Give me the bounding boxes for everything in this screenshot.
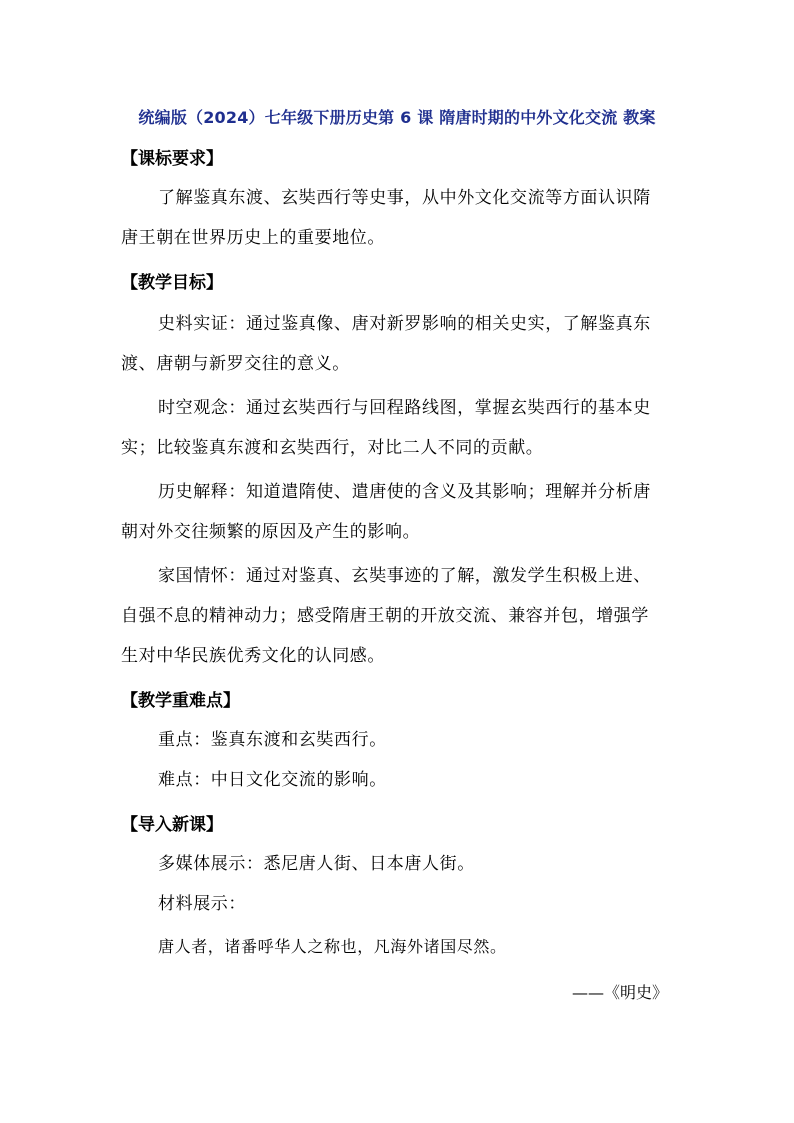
text-line: 史料实证：通过鉴真像、唐对新罗影响的相关史实，了解鉴真东: [158, 314, 651, 334]
text-line: 唐王朝在世界历史上的重要地位。: [121, 228, 385, 248]
text-line: 历史解释：知道遣隋使、遣唐使的含义及其影响；理解并分析唐: [158, 482, 651, 502]
section-heading-intro: 【导入新课】: [121, 815, 223, 835]
section-heading-goals: 【教学目标】: [121, 273, 223, 293]
text-line: 了解鉴真东渡、玄奘西行等史事，从中外文化交流等方面认识隋: [158, 188, 651, 208]
goal-evidence-paragraph: [121, 304, 681, 384]
text-line: 时空观念：通过玄奘西行与回程路线图，掌握玄奘西行的基本史: [158, 398, 651, 418]
section-heading-curriculum: 【课标要求】: [121, 149, 223, 169]
text-line: 生对中华民族优秀文化的认同感。: [121, 646, 385, 666]
section-heading-keypoints: 【教学重难点】: [121, 691, 240, 711]
curriculum-paragraph: [121, 178, 681, 258]
difficult-point-line: 难点：中日文化交流的影响。: [158, 770, 387, 790]
goal-interpretation-paragraph: [121, 472, 681, 552]
text-line: 朝对外交往频繁的原因及产生的影响。: [121, 522, 421, 542]
text-line: 实；比较鉴真东渡和玄奘西行，对比二人不同的贡献。: [121, 438, 544, 458]
goal-time-space-paragraph: [121, 388, 681, 468]
text-line: 渡、唐朝与新罗交往的意义。: [121, 354, 350, 374]
goal-patriotism-paragraph: [121, 556, 681, 676]
keypoints-paragraph: [121, 720, 681, 800]
text-line: 家国情怀：通过对鉴真、玄奘事迹的了解，激发学生积极上进、: [158, 566, 651, 586]
text-line: 自强不息的精神动力；感受隋唐王朝的开放交流、兼容并包，增强学: [121, 606, 649, 626]
intro-paragraph: [121, 844, 681, 924]
document-title: 统编版（2024）七年级下册历史第 6 课 隋唐时期的中外文化交流 教案: [138, 108, 656, 127]
media-line: 多媒体展示：悉尼唐人街、日本唐人街。: [158, 854, 475, 874]
key-point-line: 重点：鉴真东渡和玄奘西行。: [158, 730, 387, 750]
material-line: 材料展示：: [158, 894, 246, 914]
quote-source: ——《明史》: [571, 983, 668, 1002]
quote-text: 唐人者，诸番呼华人之称也，凡海外诸国尽然。: [158, 937, 507, 956]
